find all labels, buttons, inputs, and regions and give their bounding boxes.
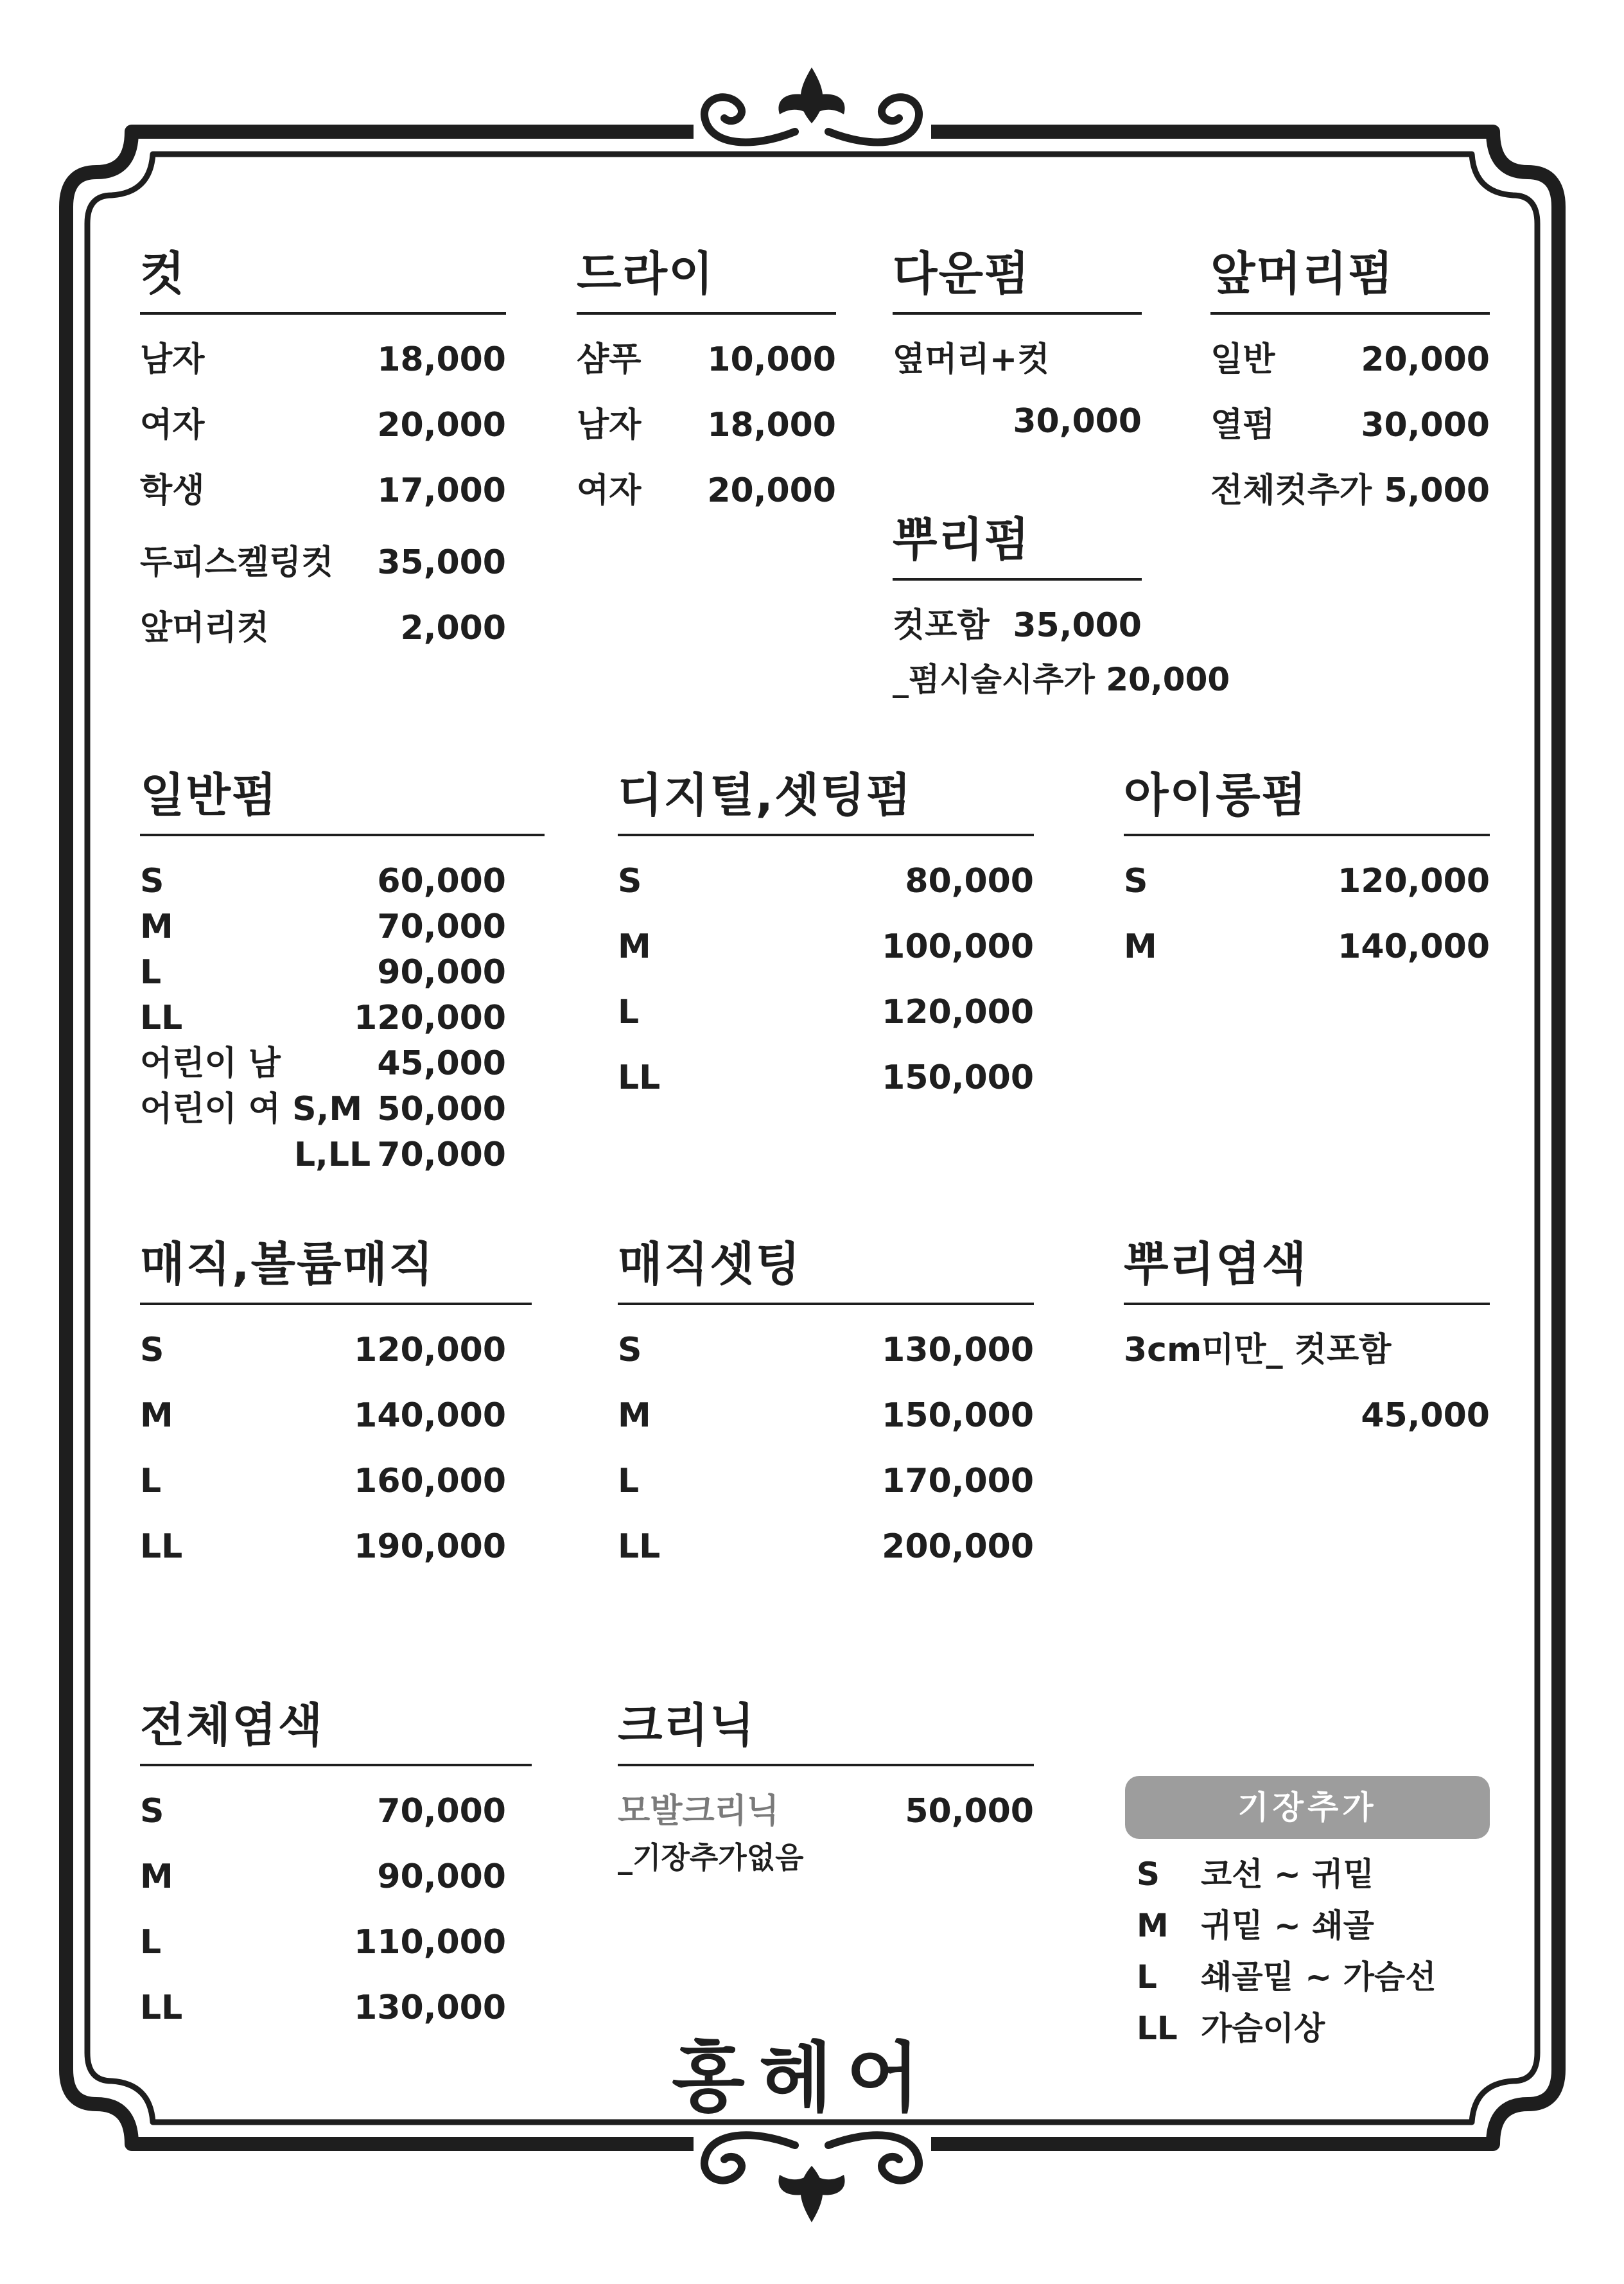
price-row xyxy=(140,1136,506,1174)
item-price: 17,000 xyxy=(377,471,506,510)
price-row xyxy=(1210,406,1490,444)
item-name: S xyxy=(140,1331,164,1369)
price-row xyxy=(618,1527,1034,1566)
length-range: 코선 ~ 귀밑 xyxy=(1201,1856,1374,1893)
section-divider xyxy=(618,1303,1034,1305)
price-row xyxy=(893,606,1142,645)
item-name: M xyxy=(140,908,173,946)
item-price: 160,000 xyxy=(354,1462,506,1500)
price-row xyxy=(140,1090,506,1129)
item-price: 30,000 xyxy=(1013,402,1142,441)
length-size: M xyxy=(1137,1907,1169,1944)
price-row xyxy=(618,862,1034,900)
section-divider xyxy=(618,1764,1034,1766)
item-name: S xyxy=(618,862,642,900)
ornament-top-icon xyxy=(694,67,931,148)
section-bang-perm xyxy=(1210,243,1490,510)
item-price: 190,000 xyxy=(354,1527,506,1566)
item-name: L xyxy=(140,953,162,992)
item-name: M xyxy=(1124,927,1157,966)
length-guide-list xyxy=(1137,1849,1436,2054)
item-name: 샴푸 xyxy=(577,340,642,379)
item-name: S xyxy=(1124,862,1148,900)
item-price: 35,000 xyxy=(1013,606,1142,645)
section-title: 다운펌 xyxy=(893,247,1031,301)
price-row xyxy=(618,1462,1034,1500)
item-name: M xyxy=(140,1858,173,1896)
section-title: 드라이 xyxy=(577,247,715,301)
item-price: 170,000 xyxy=(882,1462,1034,1500)
price-row xyxy=(1210,471,1490,510)
item-name: L xyxy=(140,1462,162,1500)
price-row xyxy=(618,1059,1034,1097)
price-row xyxy=(618,993,1034,1032)
item-price: 18,000 xyxy=(707,406,836,444)
section-root-perm xyxy=(893,509,1230,698)
item-price: 140,000 xyxy=(1338,927,1490,966)
item-name: L,LL xyxy=(294,1136,371,1174)
price-row xyxy=(140,1527,506,1566)
section-full-color xyxy=(140,1694,506,2027)
item-price: 100,000 xyxy=(882,927,1034,966)
price-row xyxy=(140,1923,506,1962)
price-row xyxy=(140,908,506,946)
section-title: 뿌리펌 xyxy=(893,513,1031,567)
section-cut xyxy=(140,243,506,647)
item-name: 3cm미만_ 컷포함 xyxy=(1124,1331,1392,1369)
price-row xyxy=(618,927,1034,966)
length-guide-row xyxy=(1137,1900,1436,1951)
price-row xyxy=(140,1989,506,2027)
section-title: 컷 xyxy=(140,247,186,301)
item-name: 일반 xyxy=(1210,340,1275,379)
item-price: 150,000 xyxy=(882,1059,1034,1097)
item-note: _기장추가없음 xyxy=(618,1840,804,1875)
item-price: 60,000 xyxy=(377,862,506,900)
item-price: 70,000 xyxy=(377,1792,506,1831)
item-name: 학생 xyxy=(140,471,205,510)
price-row xyxy=(618,1331,1034,1369)
item-name: 여자 xyxy=(140,406,205,444)
price-row xyxy=(893,402,1142,441)
item-name: LL xyxy=(618,1059,661,1097)
section-magic xyxy=(140,1233,506,1566)
item-price: 20,000 xyxy=(377,406,506,444)
item-name: M xyxy=(618,927,651,966)
item-price: 18,000 xyxy=(377,340,506,379)
price-row xyxy=(577,406,836,444)
section-divider xyxy=(1124,1303,1490,1305)
item-price: 130,000 xyxy=(354,1989,506,2027)
section-divider xyxy=(140,1764,532,1766)
price-row xyxy=(1210,340,1490,379)
section-title: 전체염색 xyxy=(140,1698,324,1752)
price-row xyxy=(618,1792,1034,1831)
section-divider xyxy=(618,834,1034,836)
item-price: 90,000 xyxy=(377,1858,506,1896)
section-divider xyxy=(1210,312,1490,315)
item-price: 120,000 xyxy=(354,999,506,1037)
price-row xyxy=(140,953,506,992)
section-down-perm xyxy=(893,243,1142,441)
section-title: 매직셋팅 xyxy=(618,1237,802,1291)
item-name: S xyxy=(140,862,164,900)
price-row xyxy=(893,340,1142,379)
item-name: LL xyxy=(140,999,183,1037)
price-row xyxy=(140,1044,506,1083)
item-price: 120,000 xyxy=(882,993,1034,1032)
ornament-bottom-icon xyxy=(694,2130,931,2222)
item-name: 열펌 xyxy=(1210,406,1275,444)
item-name: 두피스켈링컷 xyxy=(140,543,334,582)
item-price: 130,000 xyxy=(882,1331,1034,1369)
item-name: 남자 xyxy=(577,406,642,444)
item-name: L xyxy=(618,1462,640,1500)
item-price: 5,000 xyxy=(1384,471,1490,510)
item-price: 80,000 xyxy=(905,862,1034,900)
item-name: 남자 xyxy=(140,340,205,379)
item-price: 150,000 xyxy=(882,1396,1034,1435)
section-title: 디지털,셋팅펌 xyxy=(618,768,912,822)
item-price: 20,000 xyxy=(707,471,836,510)
item-name: 컷포함 xyxy=(893,606,990,645)
item-price: 120,000 xyxy=(354,1331,506,1369)
item-price: 30,000 xyxy=(1361,406,1490,444)
section-divider xyxy=(1124,834,1490,836)
section-divider xyxy=(140,834,545,836)
item-price: 70,000 xyxy=(377,908,506,946)
length-guide-badge: 기장추가 xyxy=(1125,1776,1490,1839)
section-divider xyxy=(577,312,836,315)
price-row xyxy=(140,1858,506,1896)
item-price: 10,000 xyxy=(707,340,836,379)
section-title: 아이롱펌 xyxy=(1124,768,1308,822)
section-title: 뿌리염색 xyxy=(1124,1237,1308,1291)
section-digital-perm xyxy=(618,764,1034,1097)
item-price: 45,000 xyxy=(1361,1396,1490,1435)
length-range: 쇄골밑 ~ 가슴선 xyxy=(1201,1958,1436,1996)
section-divider xyxy=(140,312,506,315)
length-size: L xyxy=(1137,1958,1157,1996)
item-price: 45,000 xyxy=(377,1044,506,1083)
price-row xyxy=(618,1396,1034,1435)
section-root-color xyxy=(1124,1233,1490,1435)
price-row xyxy=(140,543,506,582)
price-row xyxy=(140,862,506,900)
item-name: 여자 xyxy=(577,471,642,510)
section-iron-perm xyxy=(1124,764,1490,966)
price-row xyxy=(1124,1396,1490,1435)
price-row xyxy=(1124,862,1490,900)
item-name: LL xyxy=(140,1527,183,1566)
section-dry xyxy=(577,243,836,510)
item-name: S xyxy=(140,1792,164,1831)
item-price: 50,000 xyxy=(905,1792,1034,1831)
item-name: 모발크리닉 xyxy=(618,1792,780,1831)
section-title: 크리닉 xyxy=(618,1698,756,1752)
item-name: L xyxy=(618,993,640,1032)
brand-logo: 홍헤어 xyxy=(672,2033,934,2122)
length-guide-row xyxy=(1137,2003,1436,2054)
section-title: 앞머리펌 xyxy=(1210,247,1395,301)
length-guide-row xyxy=(1137,1849,1436,1900)
price-row xyxy=(140,1792,506,1831)
item-name: 옆머리+컷 xyxy=(893,340,1050,379)
item-name: LL xyxy=(140,1989,183,2027)
item-price: 140,000 xyxy=(354,1396,506,1435)
item-price: 2,000 xyxy=(400,609,506,647)
section-title: 매직,볼륨매직 xyxy=(140,1237,435,1291)
item-price: 70,000 xyxy=(377,1136,506,1174)
price-row xyxy=(1124,927,1490,966)
item-name: S xyxy=(618,1331,642,1369)
item-name: 앞머리컷 xyxy=(140,609,269,647)
section-divider xyxy=(893,312,1142,315)
section-regular-perm xyxy=(140,764,532,1174)
section-divider xyxy=(893,578,1142,581)
length-guide-row xyxy=(1137,1951,1436,2003)
item-price: 90,000 xyxy=(377,953,506,992)
section-title: 일반펌 xyxy=(140,768,278,822)
price-row xyxy=(140,1396,506,1435)
price-row xyxy=(140,1331,506,1369)
item-name: L xyxy=(140,1923,162,1962)
item-note: _펌시술시추가 20,000 xyxy=(893,661,1230,698)
section-magic-setting xyxy=(618,1233,1034,1566)
price-row xyxy=(140,1462,506,1500)
price-row xyxy=(140,609,506,647)
length-range: 가슴이상 xyxy=(1201,2010,1325,2047)
item-price: 20,000 xyxy=(1361,340,1490,379)
item-name: 어린이 여 S,M xyxy=(140,1090,363,1129)
price-row xyxy=(140,340,506,379)
price-row xyxy=(577,340,836,379)
price-row xyxy=(140,471,506,510)
item-price: 120,000 xyxy=(1338,862,1490,900)
item-name: 전체컷추가 xyxy=(1210,471,1372,510)
length-size: LL xyxy=(1137,2010,1178,2047)
length-range: 귀밑 ~ 쇄골 xyxy=(1201,1907,1374,1944)
section-divider xyxy=(140,1303,532,1305)
item-price: 200,000 xyxy=(882,1527,1034,1566)
item-name: 어린이 남 xyxy=(140,1044,281,1083)
price-row xyxy=(577,471,836,510)
item-price: 110,000 xyxy=(354,1923,506,1962)
price-row xyxy=(140,406,506,444)
item-price: 35,000 xyxy=(377,543,506,582)
item-name: M xyxy=(618,1396,651,1435)
item-name: LL xyxy=(618,1527,661,1566)
item-price: 50,000 xyxy=(377,1090,506,1129)
length-size: S xyxy=(1137,1856,1160,1893)
item-name: M xyxy=(140,1396,173,1435)
section-clinic xyxy=(618,1694,1034,1875)
price-row xyxy=(140,999,506,1037)
price-row xyxy=(1124,1331,1490,1369)
